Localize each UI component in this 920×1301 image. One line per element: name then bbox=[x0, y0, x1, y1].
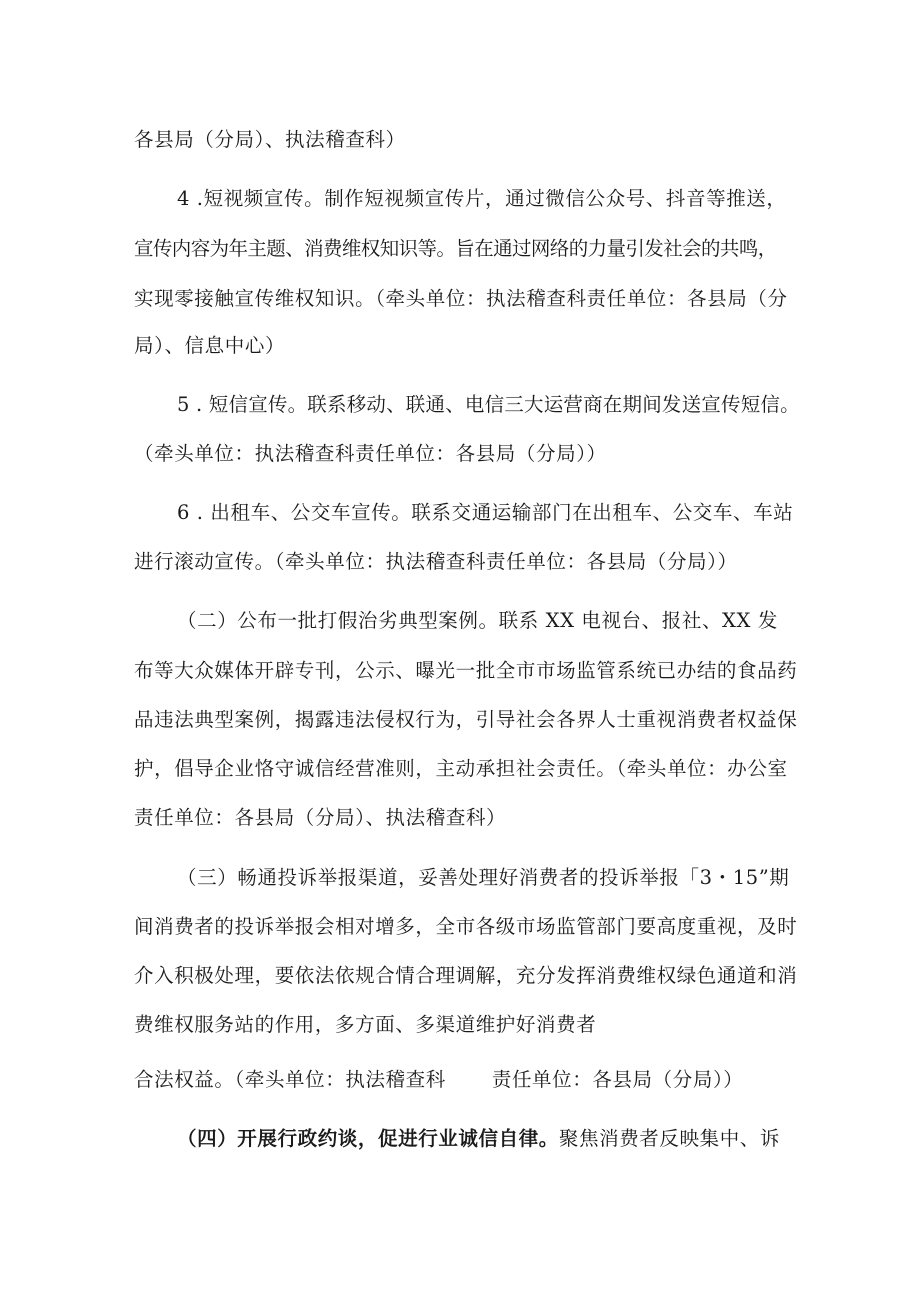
text-line: 4 .短视频宣传。制作短视频宣传片，通过微信公众号、抖音等推送， bbox=[177, 187, 787, 210]
text-line: 宣传内容为年主题、消费维权知识等。旨在通过网络的力量引发社会的共鸣， bbox=[134, 237, 777, 260]
text-line: （牵头单位：执法稽查科责任单位：各县局（分局）） bbox=[134, 442, 607, 465]
section-heading: （四）开展行政约谈，促进行业诚信自律。 bbox=[177, 1127, 559, 1150]
text-line: 护，倡导企业恪守诚信经营准则，主动承担社会责任。（牵头单位：办公室 bbox=[134, 757, 788, 780]
text-line: 进行滚动宣传。（牵头单位：执法稽查科责任单位：各县局（分局）） bbox=[134, 550, 738, 573]
text-segment: 责任单位：各县局（分局）） bbox=[491, 1068, 744, 1091]
text-line: 间消费者的投诉举报会相对增多，全市各级市场监管部门要高度重视，及时 bbox=[134, 915, 798, 938]
text-line: （二）公布一批打假治劣典型案例。联系 XX 电视台、报社、XX 发 bbox=[177, 609, 778, 632]
text-line bbox=[177, 1127, 780, 1151]
text-line: 5 . 短信宣传。联系移动、联通、电信三大运营商在期间发送宣传短信。 bbox=[177, 393, 800, 416]
text-line: 局）、信息中心） bbox=[134, 334, 286, 357]
text-line: 费维权服务站的作用，多方面、多渠道维护好消费者 bbox=[134, 1013, 597, 1036]
text-line: 6 . 出租车、公交车宣传。联系交通运输部门在出租车、公交车、车站 bbox=[177, 501, 794, 524]
text-line: 实现零接触宣传维权知识。（牵头单位：执法稽查科责任单位：各县局（分 bbox=[134, 287, 788, 310]
text-segment: 聚焦消费者反映集中、诉 bbox=[558, 1127, 781, 1150]
text-line: 各县局（分局）、执法稽查科） bbox=[134, 128, 406, 151]
text-line: 品违法典型案例，揭露违法侵权行为，引导社会各界人士重视消费者权益保 bbox=[134, 708, 798, 731]
text-line: 介入积极处理，要依法依规合情合理调解，充分发挥消费维权绿色通道和消 bbox=[134, 964, 798, 987]
text-segment: 合法权益。（牵头单位：执法稽查科 bbox=[134, 1068, 446, 1091]
text-line: 责任单位：各县局（分局）、执法稽查科） bbox=[134, 806, 507, 829]
text-line bbox=[134, 1068, 743, 1092]
text-line: （三）畅通投诉举报渠道，妥善处理好消费者的投诉举报「3・15”期 bbox=[177, 866, 790, 889]
text-line: 布等大众媒体开辟专刊，公示、曝光一批全市市场监管系统已办结的食品药 bbox=[134, 659, 798, 682]
